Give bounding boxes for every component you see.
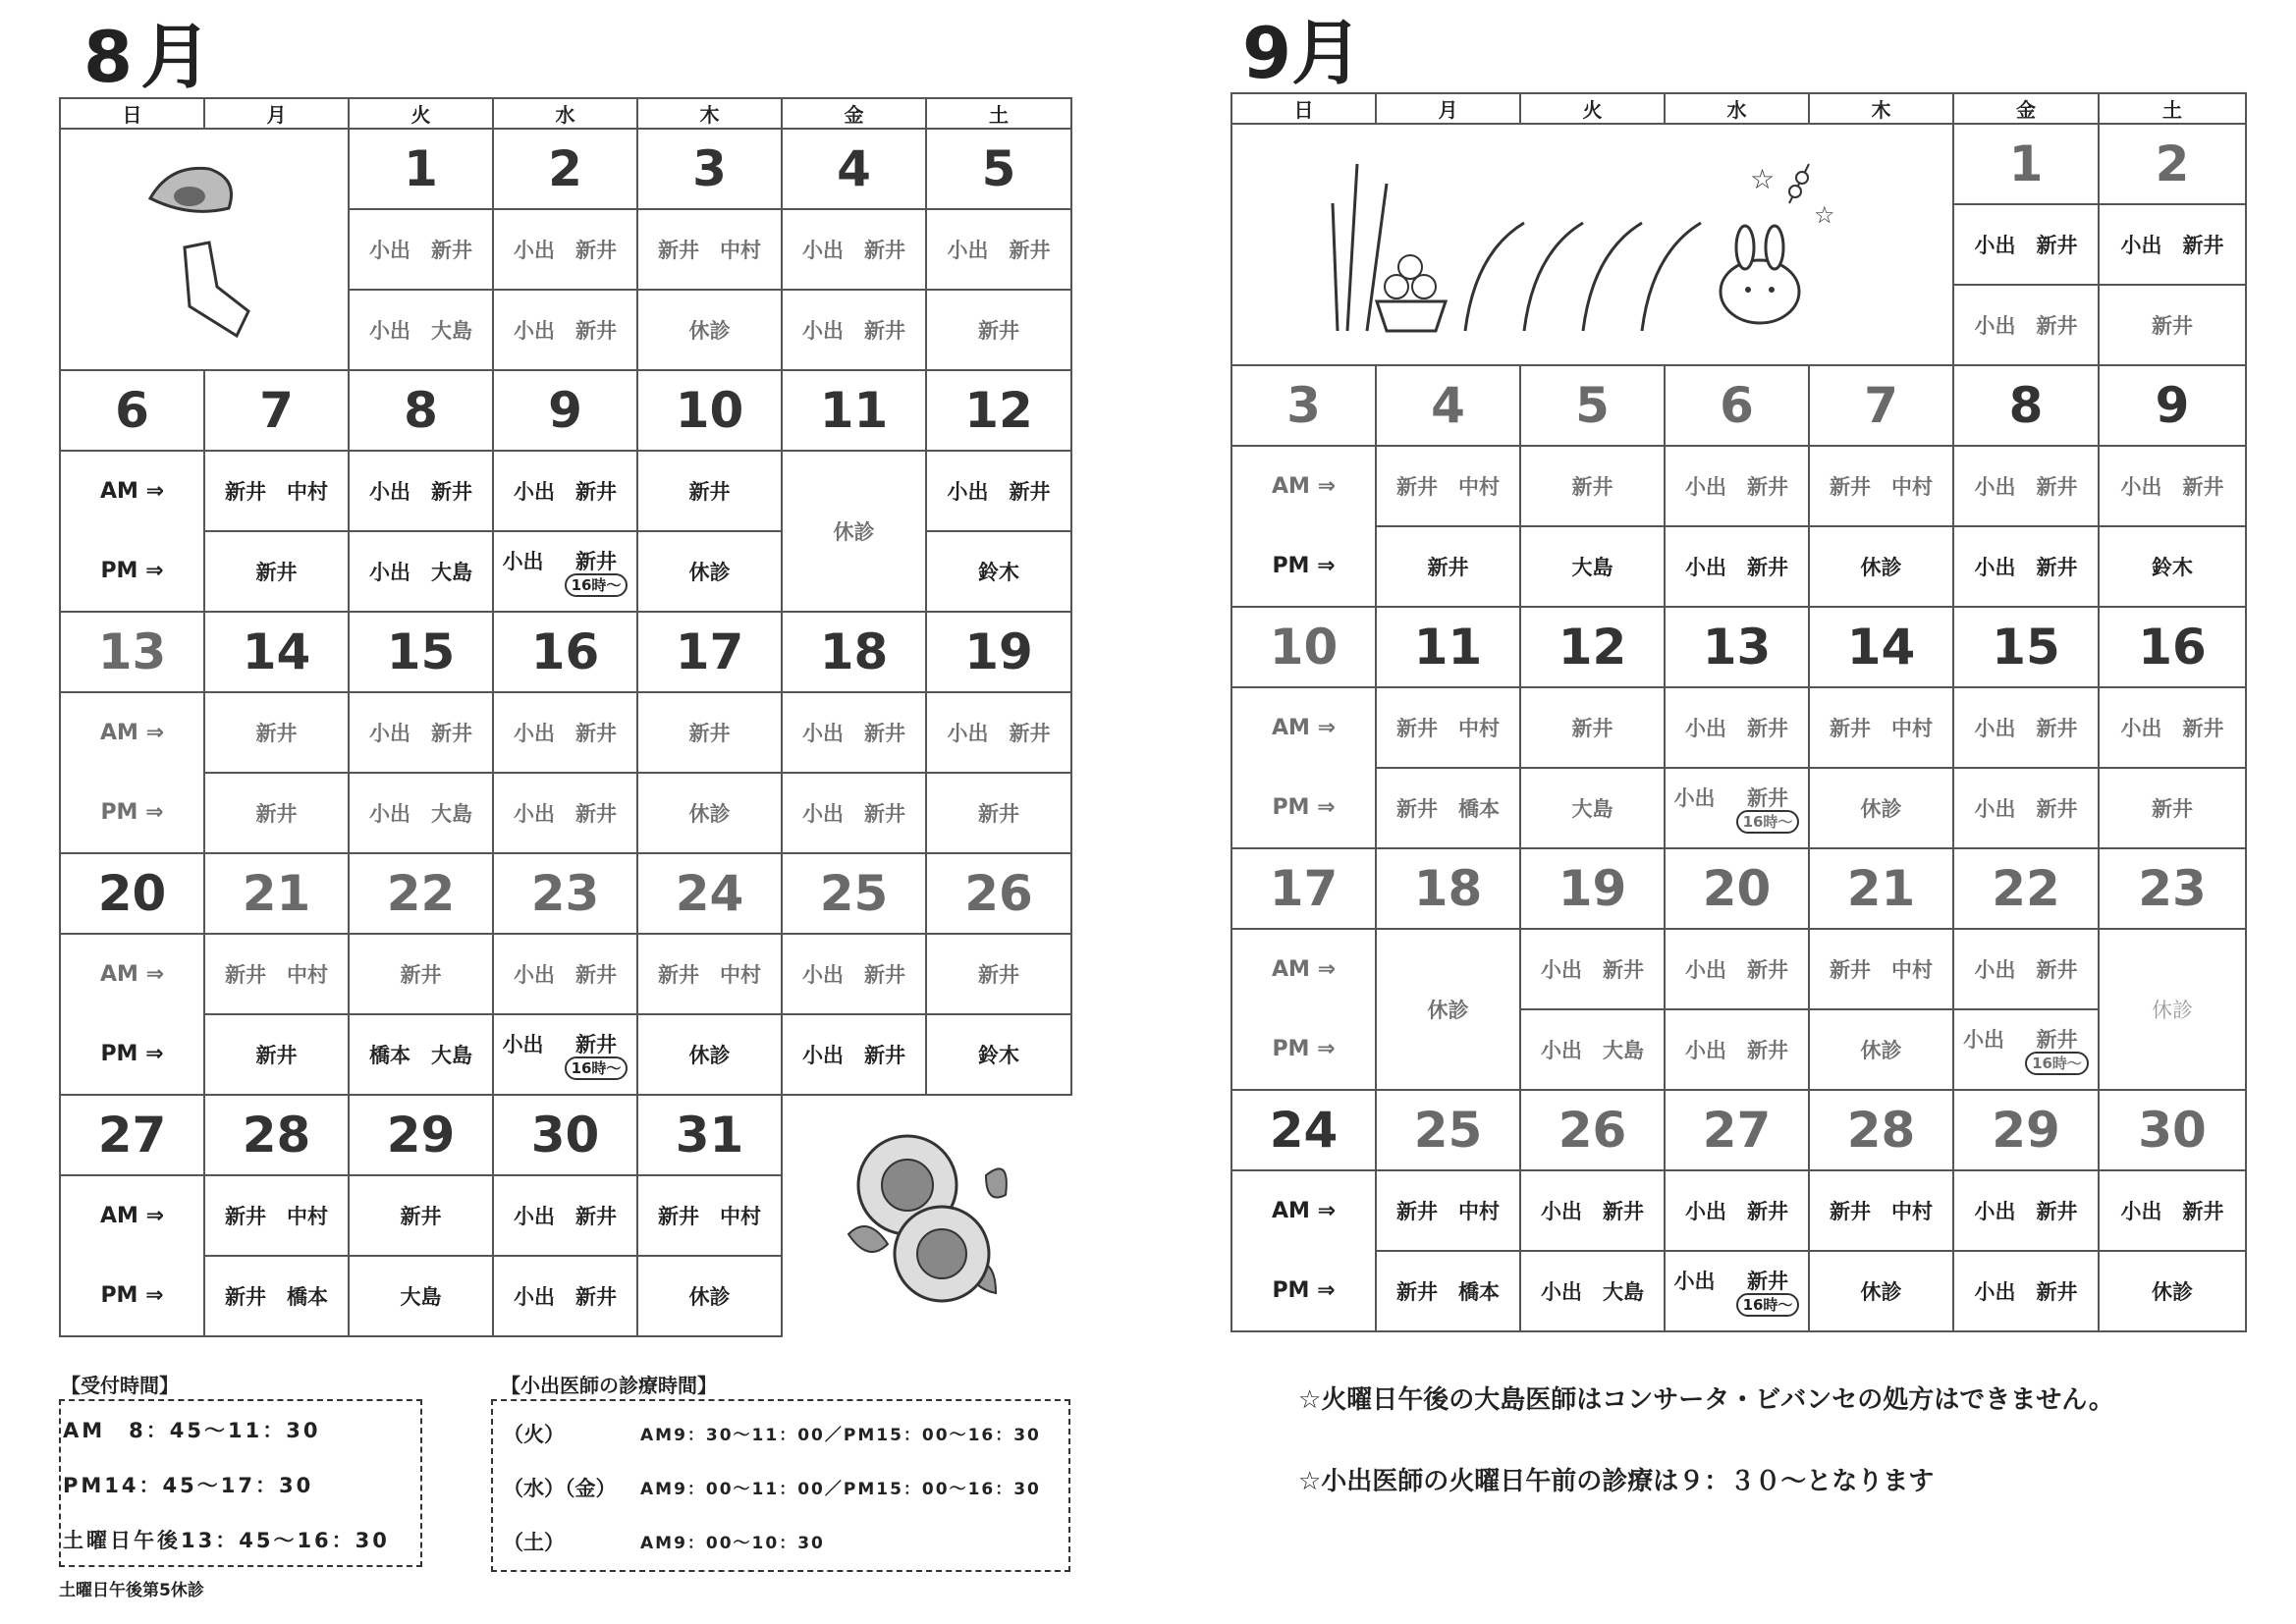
am-slot: 新井 中村 (204, 451, 349, 531)
pm-slot: 休診 (1809, 1251, 1953, 1331)
reception-line: 土曜日午後13：45～16：30 (63, 1529, 390, 1552)
reception-title: 【受付時間】 (61, 1374, 179, 1397)
am-slot: 小出 新井 (926, 451, 1071, 531)
day-number: 8 (349, 370, 493, 451)
day-number: 30 (2099, 1090, 2246, 1170)
pm-label: PM ⇒ (60, 531, 204, 612)
am-slot: 小出 新井 (349, 451, 493, 531)
reception-line: PM14：45～17：30 (63, 1474, 314, 1497)
pm-label: PM ⇒ (60, 1014, 204, 1095)
weekday-sat: 土 (2099, 93, 2246, 124)
day-number: 5 (1520, 365, 1665, 446)
day-number: 3 (637, 129, 782, 209)
pm-slot: 新井 橋本 (1376, 1251, 1520, 1331)
day-number: 26 (926, 853, 1071, 934)
am-slot: 新井 (1520, 446, 1665, 526)
doctor-name: 新井 (575, 550, 617, 573)
am-slot: 小出 新井 (493, 692, 637, 773)
day-number: 15 (349, 612, 493, 692)
am-slot: 新井 (204, 692, 349, 773)
am-slot: 小出 新井 (1520, 929, 1665, 1009)
am-slot: 小出 新井 (1953, 929, 2099, 1009)
pm-slot-with-note (1665, 768, 1809, 848)
pm-slot-with-note (1953, 1009, 2099, 1090)
day-number: 14 (1809, 607, 1953, 687)
reception-footnote: 土曜日午後第5休診 (59, 1581, 204, 1600)
weekday-thu: 木 (637, 98, 782, 129)
pm-slot: 小出 新井 (782, 290, 926, 370)
day-number: 21 (204, 853, 349, 934)
koide-time: AM9：30～11：00／PM15：00～16：30 (640, 1426, 1041, 1445)
am-slot: 新井 中村 (637, 1175, 782, 1256)
pm-slot: 休診 (1809, 1009, 1953, 1090)
day-number: 6 (60, 370, 204, 451)
sunflower-illustration (782, 1095, 1071, 1336)
weekday-thu: 木 (1809, 93, 1953, 124)
pm-slot: 小出 新井 (1665, 526, 1809, 607)
pm-slot: 小出 新井 (1953, 526, 2099, 607)
day-number: 17 (637, 612, 782, 692)
doctor-name: 小出 (1673, 786, 1716, 810)
weekday-wed: 水 (493, 98, 637, 129)
day-number: 27 (60, 1095, 204, 1175)
day-number: 19 (926, 612, 1071, 692)
am-slot: 小出 新井 (2099, 1170, 2246, 1251)
day-number: 24 (1231, 1090, 1376, 1170)
am-label: AM ⇒ (1231, 929, 1376, 1009)
am-slot: 新井 (349, 934, 493, 1014)
pm-slot: 大島 (349, 1256, 493, 1336)
reception-line: AM 8：45～11：30 (63, 1419, 321, 1442)
pm-label: PM ⇒ (60, 1256, 204, 1336)
closed-day: 休診 (1376, 929, 1520, 1090)
pm-slot: 小出 大島 (349, 290, 493, 370)
day-number: 25 (782, 853, 926, 934)
note-koide: ☆小出医師の火曜日午前の診療は９：３０～となります (1298, 1467, 1935, 1496)
am-slot: 小出 新井 (493, 209, 637, 290)
koide-day: （水）（金） (503, 1477, 617, 1500)
pm-slot: 小出 大島 (349, 773, 493, 853)
pm-slot: 休診 (637, 531, 782, 612)
day-number: 20 (1665, 848, 1809, 929)
am-label: AM ⇒ (60, 451, 204, 531)
am-slot: 新井 中村 (1376, 446, 1520, 526)
pm-slot: 小出 大島 (349, 531, 493, 612)
pm-slot: 大島 (1520, 768, 1665, 848)
doctor-name: 小出 (1963, 1028, 2005, 1052)
day-number: 2 (2099, 124, 2246, 204)
koide-time: AM9：00～11：00／PM15：00～16：30 (640, 1480, 1041, 1499)
weekday-mon: 月 (1376, 93, 1520, 124)
pm-slot: 小出 大島 (1520, 1009, 1665, 1090)
time-badge: 16時～ (565, 573, 629, 597)
day-number: 4 (782, 129, 926, 209)
september-calendar (1230, 92, 2247, 1332)
closed-day: 休診 (782, 451, 926, 612)
weekday-tue: 火 (349, 98, 493, 129)
am-slot: 小出 新井 (349, 209, 493, 290)
day-number: 7 (1809, 365, 1953, 446)
moon-viewing-illustration (1231, 124, 1953, 365)
pm-slot: 新井 (2099, 768, 2246, 848)
day-number: 10 (1231, 607, 1376, 687)
day-number: 25 (1376, 1090, 1520, 1170)
day-number: 13 (1665, 607, 1809, 687)
pm-slot: 鈴木 (926, 531, 1071, 612)
day-number: 30 (493, 1095, 637, 1175)
pm-slot: 小出 新井 (1665, 1009, 1809, 1090)
day-number: 12 (1520, 607, 1665, 687)
day-number: 27 (1665, 1090, 1809, 1170)
svg-text:☆: ☆ (1813, 201, 1835, 229)
pm-slot: 新井 (2099, 285, 2246, 365)
day-number: 13 (60, 612, 204, 692)
pm-slot: 休診 (637, 1256, 782, 1336)
pm-slot: 新井 橋本 (1376, 768, 1520, 848)
weekday-fri: 金 (1953, 93, 2099, 124)
am-slot: 新井 中村 (1809, 929, 1953, 1009)
pm-slot: 休診 (637, 1014, 782, 1095)
am-label: AM ⇒ (60, 1175, 204, 1256)
am-slot: 小出 新井 (782, 209, 926, 290)
pm-slot: 小出 新井 (1953, 1251, 2099, 1331)
koide-day: （火） (503, 1423, 565, 1446)
pm-label: PM ⇒ (1231, 1009, 1376, 1090)
pm-slot: 休診 (1809, 526, 1953, 607)
day-number: 14 (204, 612, 349, 692)
am-slot: 小出 新井 (1953, 687, 2099, 768)
am-slot: 小出 新井 (1520, 1170, 1665, 1251)
pm-slot: 新井 (204, 531, 349, 612)
doctor-name: 新井 (1747, 786, 1788, 810)
pm-slot: 小出 新井 (782, 773, 926, 853)
day-number: 29 (349, 1095, 493, 1175)
day-number: 28 (1809, 1090, 1953, 1170)
pm-slot: 新井 (204, 773, 349, 853)
am-slot: 新井 (1520, 687, 1665, 768)
note-oshima: ☆火曜日午後の大島医師はコンサータ・ビバンセの処方はできません。 (1298, 1385, 2114, 1415)
pm-slot-with-note (1665, 1251, 1809, 1331)
day-number: 9 (2099, 365, 2246, 446)
am-slot: 小出 新井 (926, 209, 1071, 290)
doctor-name: 小出 (1673, 1270, 1716, 1293)
am-slot: 小出 新井 (926, 692, 1071, 773)
am-slot: 小出 新井 (1665, 1170, 1809, 1251)
pm-slot: 休診 (1809, 768, 1953, 848)
am-slot: 小出 新井 (493, 934, 637, 1014)
september-title: 9月 (1242, 12, 1363, 94)
doctor-name: 新井 (2036, 1028, 2078, 1052)
weekday-tue: 火 (1520, 93, 1665, 124)
day-number: 1 (349, 129, 493, 209)
day-number: 8 (1953, 365, 2099, 446)
pm-slot: 小出 新井 (1953, 285, 2099, 365)
day-number: 4 (1376, 365, 1520, 446)
pm-slot: 休診 (637, 290, 782, 370)
day-number: 16 (2099, 607, 2246, 687)
koide-time: AM9：00～10：30 (640, 1534, 825, 1553)
day-number: 1 (1953, 124, 2099, 204)
day-number: 10 (637, 370, 782, 451)
weekday-sun: 日 (60, 98, 204, 129)
day-number: 18 (1376, 848, 1520, 929)
pm-slot: 小出 新井 (493, 773, 637, 853)
pm-slot: 小出 新井 (493, 1256, 637, 1336)
day-number: 31 (637, 1095, 782, 1175)
pm-slot: 小出 新井 (782, 1014, 926, 1095)
am-slot: 新井 (926, 934, 1071, 1014)
am-slot: 小出 新井 (493, 1175, 637, 1256)
time-badge: 16時～ (1736, 1293, 1800, 1317)
moon-viewing-icon (1328, 144, 1858, 341)
am-slot: 小出 新井 (349, 692, 493, 773)
am-label: AM ⇒ (60, 934, 204, 1014)
am-slot: 小出 新井 (1953, 446, 2099, 526)
pm-slot: 新井 橋本 (204, 1256, 349, 1336)
doctor-name: 新井 (1747, 1270, 1788, 1293)
pm-label: PM ⇒ (1231, 526, 1376, 607)
am-slot: 小出 新井 (2099, 687, 2246, 768)
day-number: 5 (926, 129, 1071, 209)
am-slot: 新井 中村 (637, 209, 782, 290)
doctor-name: 小出 (502, 550, 544, 573)
am-slot: 新井 (637, 451, 782, 531)
weekday-fri: 金 (782, 98, 926, 129)
pm-label: PM ⇒ (1231, 768, 1376, 848)
am-slot: 小出 新井 (782, 692, 926, 773)
am-slot: 新井 中村 (1376, 1170, 1520, 1251)
day-number: 22 (1953, 848, 2099, 929)
day-number: 24 (637, 853, 782, 934)
pm-slot: 新井 (926, 290, 1071, 370)
pm-slot-with-note (493, 531, 637, 612)
weekday-mon: 月 (204, 98, 349, 129)
day-number: 28 (204, 1095, 349, 1175)
closed-day: 休診 (2099, 929, 2246, 1090)
pm-label: PM ⇒ (1231, 1251, 1376, 1331)
day-number: 29 (1953, 1090, 2099, 1170)
am-slot: 新井 (637, 692, 782, 773)
am-label: AM ⇒ (1231, 1170, 1376, 1251)
am-slot: 小出 新井 (1953, 204, 2099, 285)
am-slot: 新井 中村 (1809, 1170, 1953, 1251)
day-number: 22 (349, 853, 493, 934)
day-number: 11 (1376, 607, 1520, 687)
pm-slot: 小出 新井 (493, 290, 637, 370)
am-slot: 新井 中村 (204, 934, 349, 1014)
day-number: 23 (2099, 848, 2246, 929)
am-slot: 小出 新井 (2099, 204, 2246, 285)
day-number: 19 (1520, 848, 1665, 929)
am-slot: 小出 新井 (1665, 687, 1809, 768)
day-number: 17 (1231, 848, 1376, 929)
svg-text:☆: ☆ (1749, 163, 1775, 195)
day-number: 23 (493, 853, 637, 934)
wind-chime-illustration (60, 129, 349, 370)
am-label: AM ⇒ (60, 692, 204, 773)
pm-slot-with-note (493, 1014, 637, 1095)
pm-slot: 大島 (1520, 526, 1665, 607)
pm-slot: 新井 (926, 773, 1071, 853)
day-number: 18 (782, 612, 926, 692)
pm-slot: 休診 (2099, 1251, 2246, 1331)
am-slot: 小出 新井 (2099, 446, 2246, 526)
day-number: 16 (493, 612, 637, 692)
day-number: 6 (1665, 365, 1809, 446)
pm-label: PM ⇒ (60, 773, 204, 853)
am-slot: 小出 新井 (493, 451, 637, 531)
am-slot: 小出 新井 (1665, 929, 1809, 1009)
am-slot: 小出 新井 (1953, 1170, 2099, 1251)
pm-slot: 橋本 大島 (349, 1014, 493, 1095)
weekday-sat: 土 (926, 98, 1071, 129)
time-badge: 16時～ (565, 1056, 629, 1080)
reception-box (59, 1399, 422, 1567)
am-label: AM ⇒ (1231, 687, 1376, 768)
am-slot: 新井 中村 (204, 1175, 349, 1256)
pm-slot: 新井 (204, 1014, 349, 1095)
weekday-wed: 水 (1665, 93, 1809, 124)
koide-day: （土） (503, 1531, 565, 1554)
koide-box (491, 1399, 1070, 1572)
am-slot: 新井 中村 (1809, 446, 1953, 526)
doctor-name: 新井 (575, 1033, 617, 1056)
pm-slot: 小出 新井 (1953, 768, 2099, 848)
doctor-name: 小出 (502, 1033, 544, 1056)
am-slot: 新井 中村 (1376, 687, 1520, 768)
sunflower-icon (839, 1116, 1015, 1313)
pm-slot: 鈴木 (926, 1014, 1071, 1095)
day-number: 15 (1953, 607, 2099, 687)
am-slot: 新井 (349, 1175, 493, 1256)
pm-slot: 鈴木 (2099, 526, 2246, 607)
august-title: 8月 (83, 16, 220, 98)
wind-chime-icon (131, 139, 278, 355)
pm-slot: 新井 (1376, 526, 1520, 607)
august-calendar (59, 97, 1072, 1337)
day-number: 21 (1809, 848, 1953, 929)
day-number: 3 (1231, 365, 1376, 446)
day-number: 11 (782, 370, 926, 451)
day-number: 26 (1520, 1090, 1665, 1170)
am-slot: 新井 中村 (637, 934, 782, 1014)
am-slot: 小出 新井 (782, 934, 926, 1014)
am-slot: 新井 中村 (1809, 687, 1953, 768)
koide-title: 【小出医師の診療時間】 (501, 1374, 717, 1397)
weekday-sun: 日 (1231, 93, 1376, 124)
pm-slot: 小出 大島 (1520, 1251, 1665, 1331)
time-badge: 16時～ (1736, 810, 1800, 834)
day-number: 9 (493, 370, 637, 451)
pm-slot: 休診 (637, 773, 782, 853)
day-number: 2 (493, 129, 637, 209)
day-number: 20 (60, 853, 204, 934)
am-label: AM ⇒ (1231, 446, 1376, 526)
day-number: 12 (926, 370, 1071, 451)
time-badge: 16時～ (2025, 1052, 2089, 1075)
day-number: 7 (204, 370, 349, 451)
am-slot: 小出 新井 (1665, 446, 1809, 526)
